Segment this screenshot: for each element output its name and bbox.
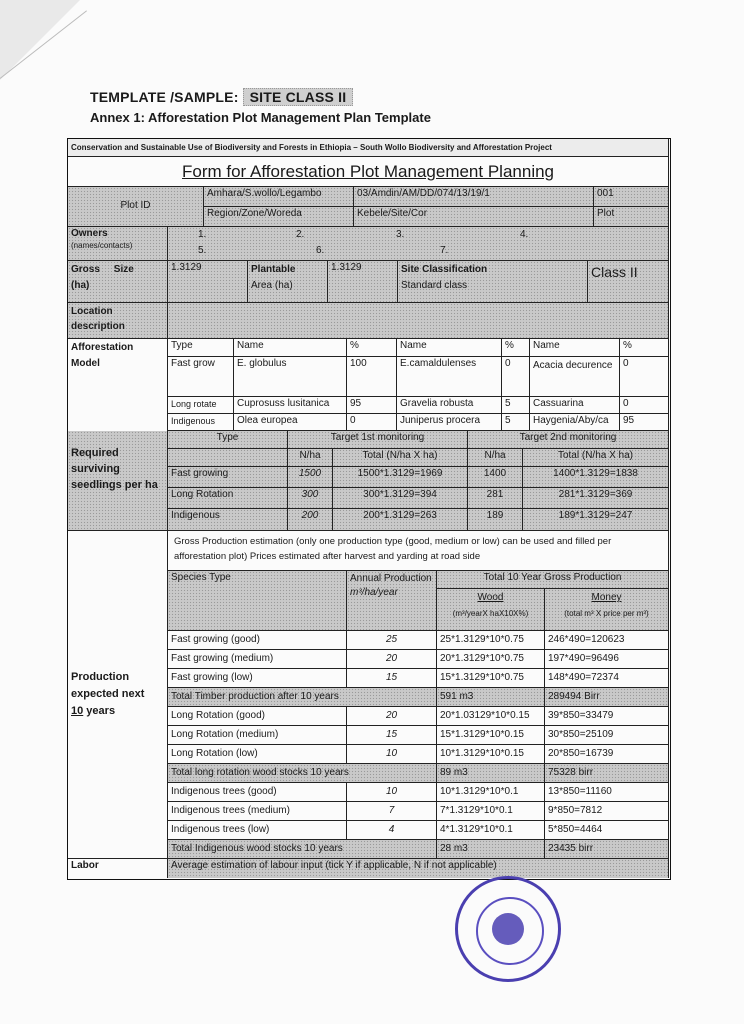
plot-number: 001 [594, 187, 669, 207]
production-total-label: Total Indigenous wood stocks 10 years [168, 840, 437, 859]
req-type-header: Type [168, 431, 288, 449]
production-money: 75328 birr [545, 764, 669, 783]
production-money: 23435 birr [545, 840, 669, 859]
production-species: Fast growing (low) [168, 669, 347, 688]
req-row-nha2: 281 [468, 488, 523, 509]
model-type-header: Type [168, 339, 234, 357]
production-species: Fast growing (good) [168, 631, 347, 650]
plot-label: Plot [594, 207, 669, 227]
model-row-pct: 5 [502, 397, 530, 414]
money-header: Money (total m³ X price per m³) [545, 589, 669, 631]
production-wood: 10*1.3129*10*0.1 [437, 783, 545, 802]
model-row-name: Haygenia/Aby/ca [530, 414, 620, 431]
production-money: 30*850=25109 [545, 726, 669, 745]
site-class-badge: SITE CLASS II [243, 88, 354, 106]
req-row-total1: 300*1.3129=394 [333, 488, 468, 509]
owner-2: 2. [296, 229, 305, 240]
kebele-value: 03/Amdin/AM/DD/074/13/19/1 [354, 187, 594, 207]
production-wood: 28 m3 [437, 840, 545, 859]
model-pct1-header: % [347, 339, 397, 357]
owners-field[interactable] [168, 227, 669, 261]
req-total2-header: Total (N/ha X ha) [523, 449, 669, 467]
model-row-name: E.camaldulenses [397, 357, 502, 397]
stamp-emblem [492, 913, 524, 945]
region-label: Region/Zone/Woreda [204, 207, 354, 227]
req-target1-header: Target 1st monitoring [288, 431, 468, 449]
model-name1-header: Name [234, 339, 347, 357]
production-money: 289494 Birr [545, 688, 669, 707]
production-wood: 591 m3 [437, 688, 545, 707]
plot-id-label: Plot ID [68, 187, 204, 227]
plantable-area-value: 1.3129 [328, 261, 398, 303]
production-wood: 25*1.3129*10*0.75 [437, 631, 545, 650]
production-money: 5*850=4464 [545, 821, 669, 840]
production-money: 9*850=7812 [545, 802, 669, 821]
model-pct3-header: % [620, 339, 669, 357]
production-species: Long Rotation (medium) [168, 726, 347, 745]
production-annual: 15 [347, 726, 437, 745]
species-type-header: Species Type [168, 571, 347, 631]
production-label: Production expected next 10 years [68, 531, 168, 859]
production-wood: 15*1.3129*10*0.75 [437, 669, 545, 688]
req-row-type: Indigenous [168, 509, 288, 531]
production-wood: 89 m3 [437, 764, 545, 783]
production-annual: 10 [347, 745, 437, 764]
req-row-nha1: 300 [288, 488, 333, 509]
location-field[interactable] [168, 303, 669, 339]
model-row-pct: 95 [347, 397, 397, 414]
production-species: Fast growing (medium) [168, 650, 347, 669]
model-row-type: Indigenous [168, 414, 234, 431]
req-total1-header: Total (N/ha X ha) [333, 449, 468, 467]
model-row-pct: 95 [620, 414, 669, 431]
model-row-pct: 0 [620, 397, 669, 414]
project-banner: Conservation and Sustainable Use of Biodiversity and Forests in Ethiopia – South Wollo Biodiversity and Afforestation Project [68, 139, 669, 157]
gross-size-label: Gross Size (ha) [68, 261, 168, 303]
total-10yr-header: Total 10 Year Gross Production [437, 571, 669, 589]
production-wood: 20*1.03129*10*0.15 [437, 707, 545, 726]
labor-text: Average estimation of labour input (tick Y if applicable, N if not applicable) [168, 859, 669, 878]
production-species: Indigenous trees (low) [168, 821, 347, 840]
production-money: 246*490=120623 [545, 631, 669, 650]
owner-4: 4. [520, 229, 529, 240]
model-row-pct: 0 [502, 357, 530, 397]
production-species: Indigenous trees (good) [168, 783, 347, 802]
model-name2-header: Name [397, 339, 502, 357]
production-annual: 25 [347, 631, 437, 650]
req-row-total2: 189*1.3129=247 [523, 509, 669, 531]
req-row-nha2: 189 [468, 509, 523, 531]
site-classification-value: Class II [588, 261, 669, 303]
production-species: Long Rotation (good) [168, 707, 347, 726]
req-row-type: Fast growing [168, 467, 288, 488]
production-annual: 20 [347, 707, 437, 726]
req-target2-header: Target 2nd monitoring [468, 431, 669, 449]
location-label: Location description [68, 303, 168, 339]
owners-label: Owners (names/contacts) [68, 227, 168, 261]
req-row-total2: 281*1.3129=369 [523, 488, 669, 509]
production-money: 197*490=96496 [545, 650, 669, 669]
template-heading [90, 89, 353, 105]
owner-7: 7. [440, 245, 449, 256]
model-row-pct: 0 [620, 357, 669, 397]
req-row-nha2: 1400 [468, 467, 523, 488]
official-stamp [455, 876, 561, 982]
model-row-pct: 100 [347, 357, 397, 397]
gross-production-note: Gross Production estimation (only one production type (good, medium or low) can be used and filled per afforestation plot) Prices estimated after harvest and yarding at road side [168, 531, 669, 571]
production-species: Indigenous trees (medium) [168, 802, 347, 821]
model-pct2-header: % [502, 339, 530, 357]
model-row-pct: 0 [347, 414, 397, 431]
production-species: Long Rotation (low) [168, 745, 347, 764]
annex-title: Annex 1: Afforestation Plot Management Plan Template [90, 110, 431, 125]
site-classification-label: Site Classification Standard class [398, 261, 588, 303]
plantable-area-label: Plantable Area (ha) [248, 261, 328, 303]
production-wood: 7*1.3129*10*0.1 [437, 802, 545, 821]
production-total-label: Total long rotation wood stocks 10 years [168, 764, 437, 783]
model-row-name: E. globulus [234, 357, 347, 397]
annual-production-header: Annual Production m³/ha/year [347, 571, 437, 631]
form-title: Form for Afforestation Plot Management Planning [68, 157, 669, 187]
required-seedlings-label: Required surviving seedlings per ha [68, 431, 168, 531]
production-annual: 4 [347, 821, 437, 840]
owner-6: 6. [316, 245, 325, 256]
model-row-name: Cassuarina [530, 397, 620, 414]
owner-5: 5. [198, 245, 207, 256]
production-wood: 20*1.3129*10*0.75 [437, 650, 545, 669]
req-row-total1: 1500*1.3129=1969 [333, 467, 468, 488]
afforestation-model-label: Afforestation Model [68, 339, 168, 431]
production-annual: 20 [347, 650, 437, 669]
owner-3: 3. [396, 229, 405, 240]
gross-size-value: 1.3129 [168, 261, 248, 303]
production-annual: 7 [347, 802, 437, 821]
production-annual: 10 [347, 783, 437, 802]
model-row-name: Cuprosuss lusitanica [234, 397, 347, 414]
template-label: TEMPLATE /SAMPLE: [90, 89, 239, 105]
req-nha1-header: N/ha [288, 449, 333, 467]
owner-1: 1. [198, 229, 207, 240]
wood-header: Wood (m³/yearX haX10X%) [437, 589, 545, 631]
production-total-label: Total Timber production after 10 years [168, 688, 437, 707]
production-money: 20*850=16739 [545, 745, 669, 764]
req-row-type: Long Rotation [168, 488, 288, 509]
req-row-total1: 200*1.3129=263 [333, 509, 468, 531]
production-wood: 4*1.3129*10*0.1 [437, 821, 545, 840]
management-plan-form [67, 138, 671, 880]
model-row-name: Juniperus procera [397, 414, 502, 431]
model-name3-header: Name [530, 339, 620, 357]
model-row-type: Fast grow [168, 357, 234, 397]
model-row-name: Gravelia robusta [397, 397, 502, 414]
req-row-nha1: 200 [288, 509, 333, 531]
model-row-pct: 5 [502, 414, 530, 431]
model-row-name: Olea europea [234, 414, 347, 431]
kebele-label: Kebele/Site/Cor [354, 207, 594, 227]
req-nha2-header: N/ha [468, 449, 523, 467]
region-value: Amhara/S.wollo/Legambo [204, 187, 354, 207]
model-row-name: Acacia decurence [530, 357, 620, 397]
production-wood: 15*1.3129*10*0.15 [437, 726, 545, 745]
labor-label: Labor [68, 859, 168, 878]
production-money: 39*850=33479 [545, 707, 669, 726]
production-money: 13*850=11160 [545, 783, 669, 802]
req-blank-header [168, 449, 288, 467]
production-money: 148*490=72374 [545, 669, 669, 688]
model-row-type: Long rotate [168, 397, 234, 414]
production-wood: 10*1.3129*10*0.15 [437, 745, 545, 764]
req-row-total2: 1400*1.3129=1838 [523, 467, 669, 488]
req-row-nha1: 1500 [288, 467, 333, 488]
production-annual: 15 [347, 669, 437, 688]
